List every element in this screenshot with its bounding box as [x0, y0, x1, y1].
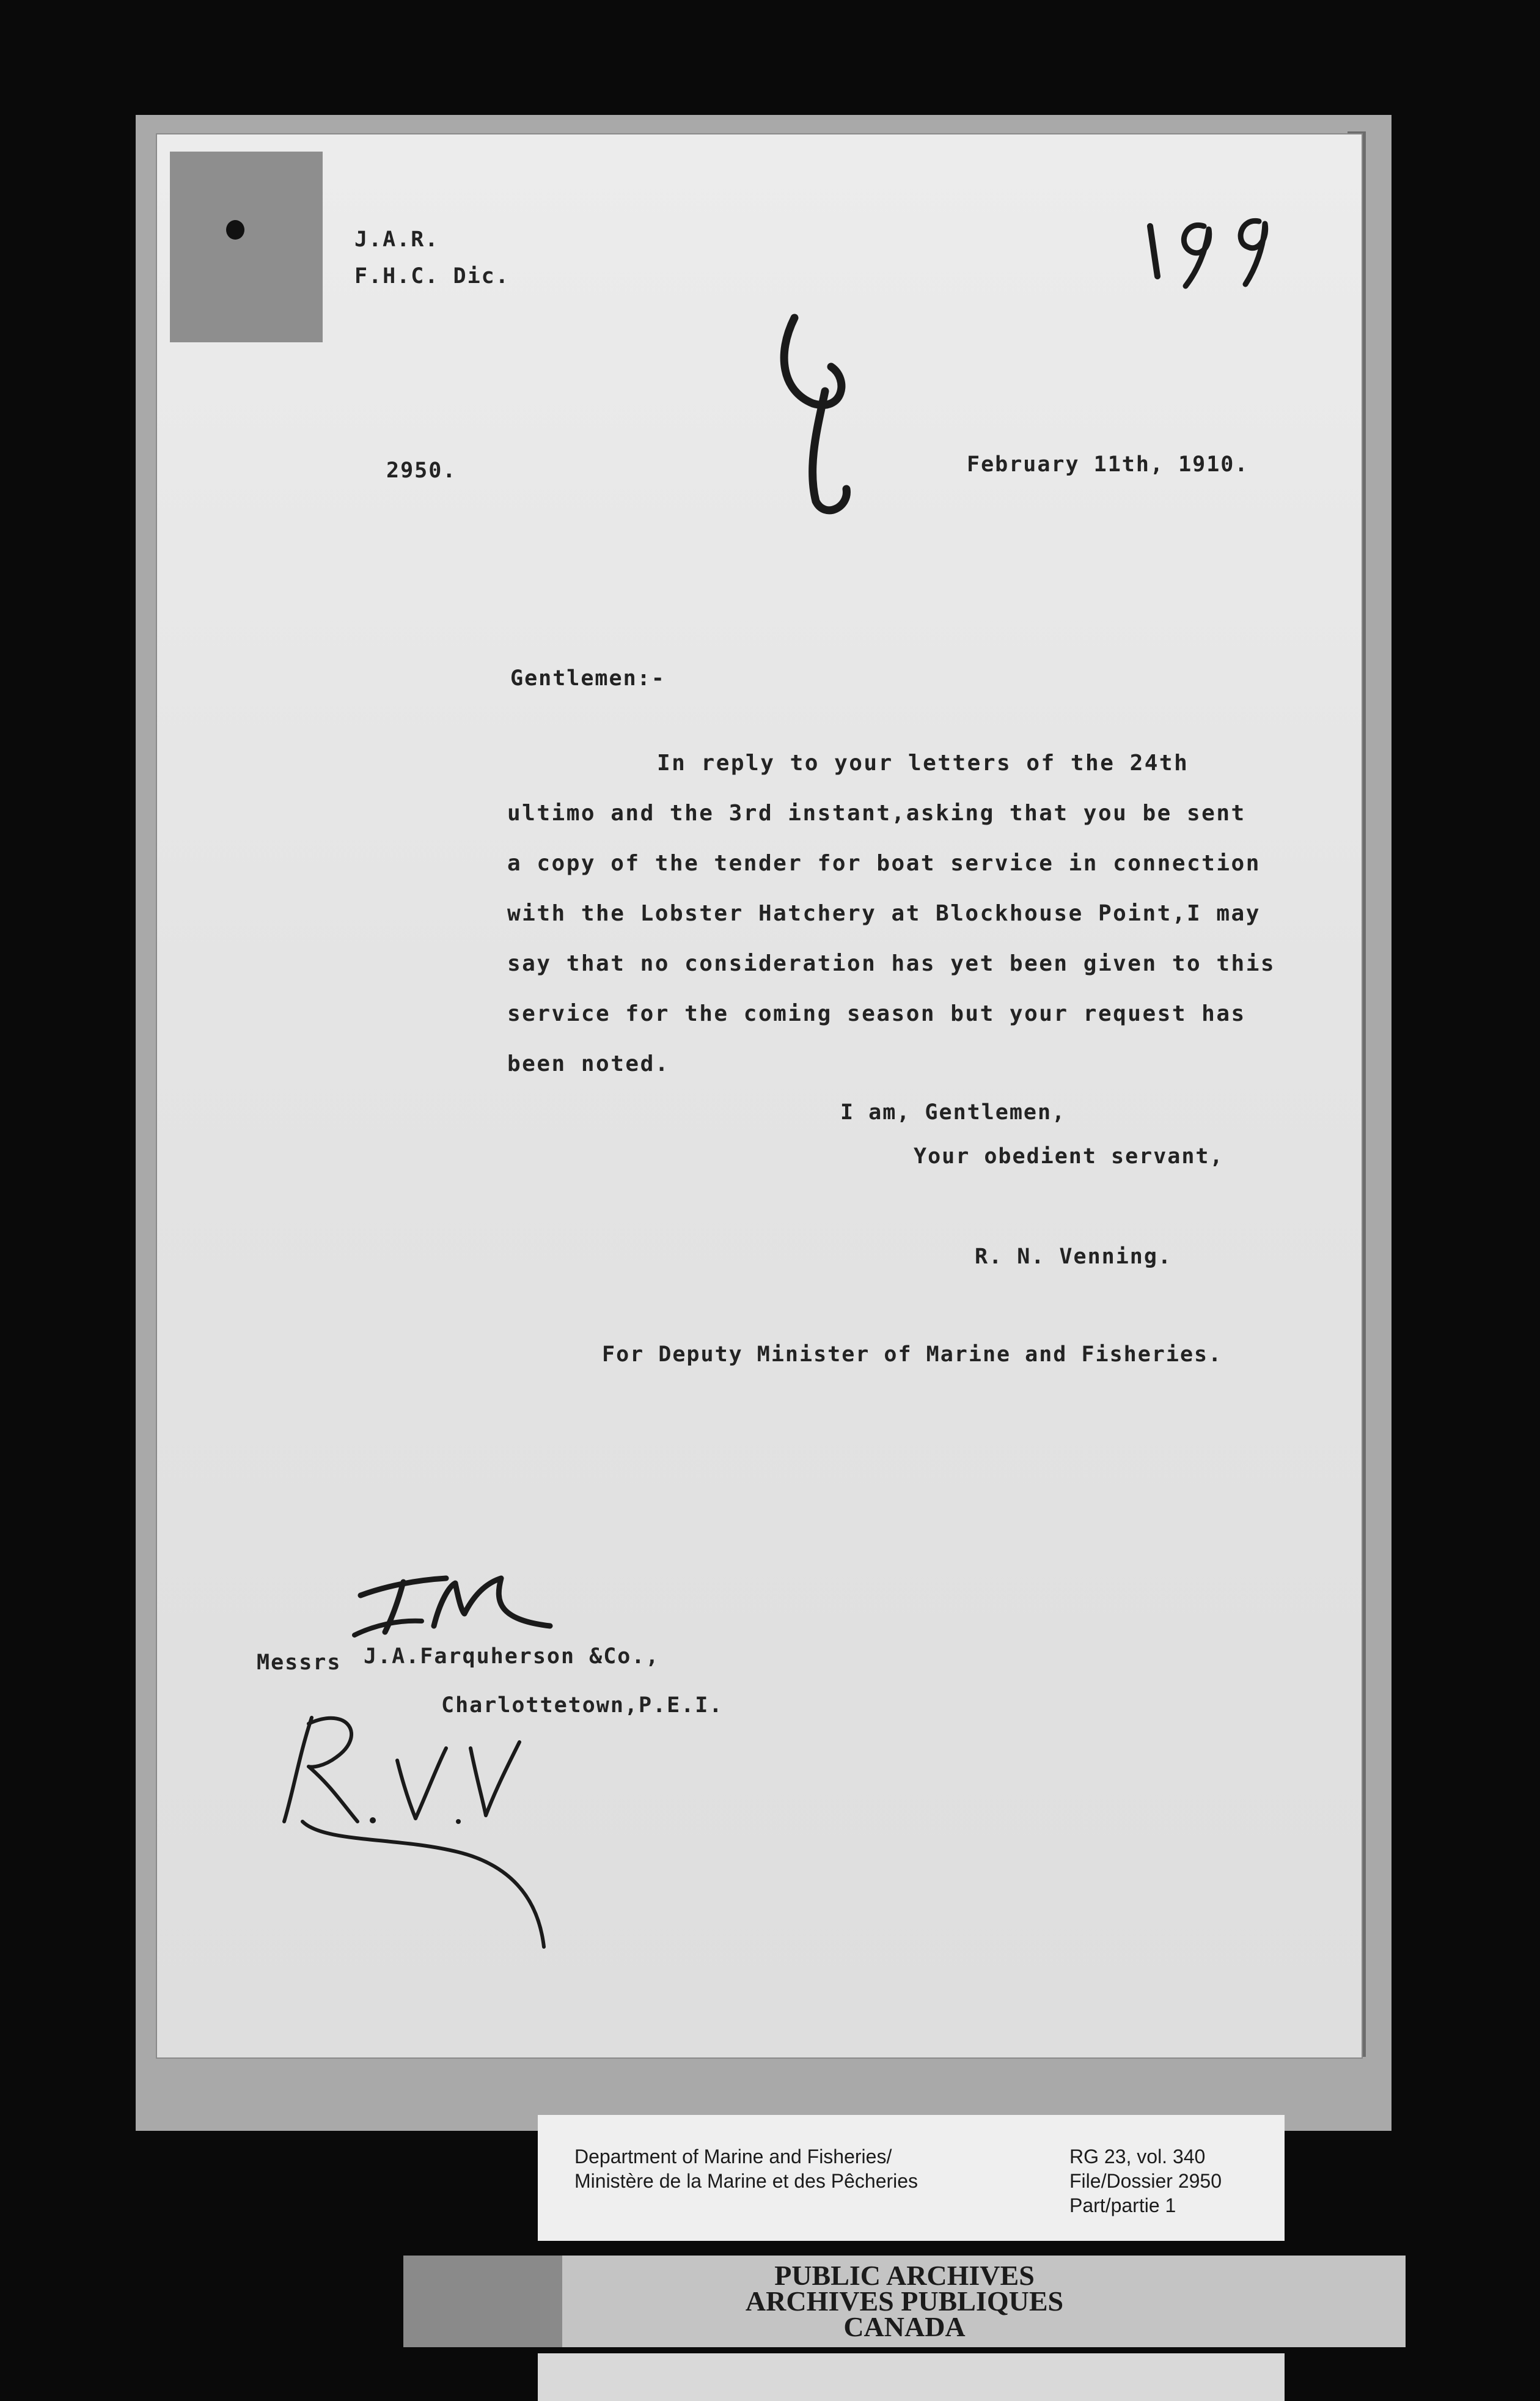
body-line: been noted. — [507, 1051, 670, 1076]
signatory-title: For Deputy Minister of Marine and Fisheries. — [602, 1342, 1223, 1367]
archive-reference-label — [538, 2115, 1285, 2241]
salutation: Gentlemen:- — [510, 666, 666, 691]
punch-hole — [226, 220, 244, 240]
folio-number-handwriting — [1143, 202, 1289, 293]
handwritten-initials — [275, 1699, 666, 1956]
reference-block — [1069, 2144, 1222, 2218]
body-line: In reply to your letters of the 24th — [657, 751, 1189, 776]
body-line: service for the coming season but your request has — [507, 1001, 1246, 1026]
part-number: Part/partie 1 — [1069, 2194, 1176, 2216]
body-line: with the Lobster Hatchery at Blockhouse Point,I may — [507, 901, 1261, 926]
handwritten-mark — [758, 306, 880, 526]
typist-initials: J.A.R. — [354, 227, 439, 252]
department-block — [574, 2144, 918, 2193]
signatory-name: R. N. Venning. — [975, 1245, 1173, 1269]
file-dossier: File/Dossier 2950 — [1069, 2170, 1222, 2192]
addressee-place: Charlottetown,P.E.I. — [441, 1693, 724, 1718]
addressee-name: J.A.Farquherson &Co., — [364, 1644, 660, 1669]
stamp-line-1: PUBLIC ARCHIVES — [774, 2260, 1035, 2291]
archive-stamp — [403, 2256, 1406, 2347]
stamp-bottom-strip — [538, 2353, 1285, 2401]
stamp-line-2: ARCHIVES PUBLIQUES — [745, 2285, 1064, 2317]
body-line: ultimo and the 3rd instant,asking that you be sent — [507, 801, 1246, 826]
corner-tab — [170, 152, 323, 342]
addressee-prefix: Messrs — [257, 1650, 342, 1675]
record-group: RG 23, vol. 340 — [1069, 2145, 1206, 2168]
closing-line: Your obedient servant, — [914, 1144, 1224, 1169]
stamp-line-3: CANADA — [843, 2311, 966, 2342]
department-fr: Ministère de la Marine et des Pêcheries — [574, 2170, 919, 2192]
closing-line: I am, Gentlemen, — [840, 1100, 1066, 1125]
department-en: Department of Marine and Fisheries/ — [574, 2145, 892, 2168]
body-line: a copy of the tender for boat service in connection — [507, 851, 1261, 876]
handwritten-signature — [348, 1553, 556, 1650]
dictation-initials: F.H.C. Dic. — [354, 264, 510, 289]
body-line: say that no consideration has yet been given to this — [507, 951, 1276, 976]
letter-date: February 11th, 1910. — [967, 452, 1249, 477]
file-number: 2950. — [386, 458, 457, 483]
